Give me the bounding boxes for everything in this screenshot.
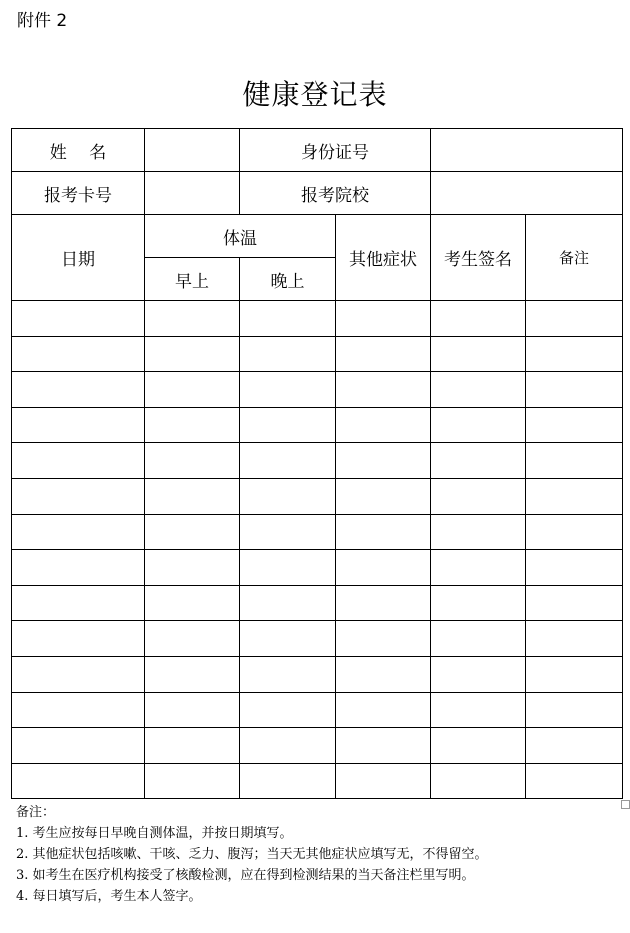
table-row [12,301,623,337]
evening-temp-cell[interactable] [240,763,336,799]
evening-temp-cell[interactable] [240,478,336,514]
morning-temp-cell[interactable] [145,621,240,657]
remarks-cell[interactable] [526,621,623,657]
remarks-cell[interactable] [526,692,623,728]
remarks-cell[interactable] [526,585,623,621]
morning-temp-cell[interactable] [145,514,240,550]
notes-section [16,802,488,907]
note-item: 3. 如考生在医疗机构接受了核酸检测，应在得到检测结果的当天备注栏里写明。 [16,868,475,883]
morning-temp-cell[interactable] [145,478,240,514]
date-cell[interactable] [12,336,145,372]
signature-cell[interactable] [431,585,526,621]
other-symptoms-cell[interactable] [336,621,431,657]
date-cell[interactable] [12,585,145,621]
date-cell[interactable] [12,621,145,657]
evening-temp-cell[interactable] [240,621,336,657]
date-cell[interactable] [12,407,145,443]
other-symptoms-cell[interactable] [336,478,431,514]
signature-cell[interactable] [431,621,526,657]
other-symptoms-cell[interactable] [336,301,431,337]
other-symptoms-cell[interactable] [336,372,431,408]
other-symptoms-cell[interactable] [336,656,431,692]
date-cell[interactable] [12,763,145,799]
morning-temp-cell[interactable] [145,763,240,799]
table-resize-handle[interactable] [621,800,630,809]
exam-school-field[interactable] [431,172,623,215]
info-row-exam [12,172,623,215]
remarks-cell[interactable] [526,443,623,479]
table-row [12,692,623,728]
remarks-cell[interactable] [526,656,623,692]
evening-temp-cell[interactable] [240,728,336,764]
date-cell[interactable] [12,478,145,514]
table-row [12,763,623,799]
id-number-label: 身份证号 [240,129,431,172]
evening-temp-cell[interactable] [240,692,336,728]
exam-card-field[interactable] [145,172,240,215]
table-row [12,728,623,764]
exam-school-label: 报考院校 [240,172,431,215]
header-row [12,215,623,258]
signature-cell[interactable] [431,692,526,728]
date-cell[interactable] [12,514,145,550]
date-cell[interactable] [12,550,145,586]
signature-cell[interactable] [431,301,526,337]
table-row [12,443,623,479]
other-symptoms-header: 其他症状 [336,215,431,301]
temperature-header: 体温 [145,215,336,258]
morning-temp-cell[interactable] [145,443,240,479]
morning-temp-cell[interactable] [145,656,240,692]
notes-heading: 备注： [16,805,56,820]
table-row [12,656,623,692]
info-row-name [12,129,623,172]
evening-header: 晚上 [240,258,336,301]
table-row [12,372,623,408]
name-field[interactable] [145,129,240,172]
signature-header: 考生签名 [431,215,526,301]
health-registration-table [11,128,623,799]
date-cell[interactable] [12,728,145,764]
date-header: 日期 [12,215,145,301]
date-cell[interactable] [12,692,145,728]
note-item: 4. 每日填写后，考生本人签字。 [16,889,202,904]
date-cell[interactable] [12,301,145,337]
remarks-cell[interactable] [526,550,623,586]
morning-header: 早上 [145,258,240,301]
other-symptoms-cell[interactable] [336,550,431,586]
evening-temp-cell[interactable] [240,514,336,550]
signature-cell[interactable] [431,728,526,764]
note-item: 1. 考生应按每日早晚自测体温，并按日期填写。 [16,826,293,841]
table-row [12,407,623,443]
page-title: 健康登记表 [242,78,388,111]
morning-temp-cell[interactable] [145,336,240,372]
table-row [12,550,623,586]
date-cell[interactable] [12,443,145,479]
evening-temp-cell[interactable] [240,585,336,621]
remarks-cell[interactable] [526,514,623,550]
table-row [12,514,623,550]
other-symptoms-cell[interactable] [336,728,431,764]
attachment-label: 附件 2 [17,11,68,31]
remarks-cell[interactable] [526,407,623,443]
signature-cell[interactable] [431,656,526,692]
morning-temp-cell[interactable] [145,692,240,728]
evening-temp-cell[interactable] [240,443,336,479]
signature-cell[interactable] [431,443,526,479]
morning-temp-cell[interactable] [145,550,240,586]
remarks-cell[interactable] [526,728,623,764]
other-symptoms-cell[interactable] [336,763,431,799]
remarks-cell[interactable] [526,478,623,514]
signature-cell[interactable] [431,407,526,443]
id-number-field[interactable] [431,129,623,172]
evening-temp-cell[interactable] [240,407,336,443]
other-symptoms-cell[interactable] [336,585,431,621]
morning-temp-cell[interactable] [145,372,240,408]
date-cell[interactable] [12,372,145,408]
table-row [12,478,623,514]
evening-temp-cell[interactable] [240,372,336,408]
morning-temp-cell[interactable] [145,728,240,764]
signature-cell[interactable] [431,763,526,799]
other-symptoms-cell[interactable] [336,336,431,372]
evening-temp-cell[interactable] [240,336,336,372]
signature-cell[interactable] [431,478,526,514]
remarks-cell[interactable] [526,301,623,337]
evening-temp-cell[interactable] [240,656,336,692]
other-symptoms-cell[interactable] [336,514,431,550]
signature-cell[interactable] [431,550,526,586]
remarks-header: 备注 [526,215,623,301]
table-row [12,336,623,372]
other-symptoms-cell[interactable] [336,692,431,728]
morning-temp-cell[interactable] [145,301,240,337]
evening-temp-cell[interactable] [240,301,336,337]
other-symptoms-cell[interactable] [336,407,431,443]
signature-cell[interactable] [431,336,526,372]
table-row [12,621,623,657]
remarks-cell[interactable] [526,336,623,372]
other-symptoms-cell[interactable] [336,443,431,479]
table-row [12,585,623,621]
remarks-cell[interactable] [526,763,623,799]
note-item: 2. 其他症状包括咳嗽、干咳、乏力、腹泻；当天无其他症状应填写无，不得留空。 [16,847,488,862]
morning-temp-cell[interactable] [145,407,240,443]
morning-temp-cell[interactable] [145,585,240,621]
date-cell[interactable] [12,656,145,692]
remarks-cell[interactable] [526,372,623,408]
name-label: 姓 名 [12,129,145,172]
evening-temp-cell[interactable] [240,550,336,586]
signature-cell[interactable] [431,372,526,408]
exam-card-label: 报考卡号 [12,172,145,215]
signature-cell[interactable] [431,514,526,550]
